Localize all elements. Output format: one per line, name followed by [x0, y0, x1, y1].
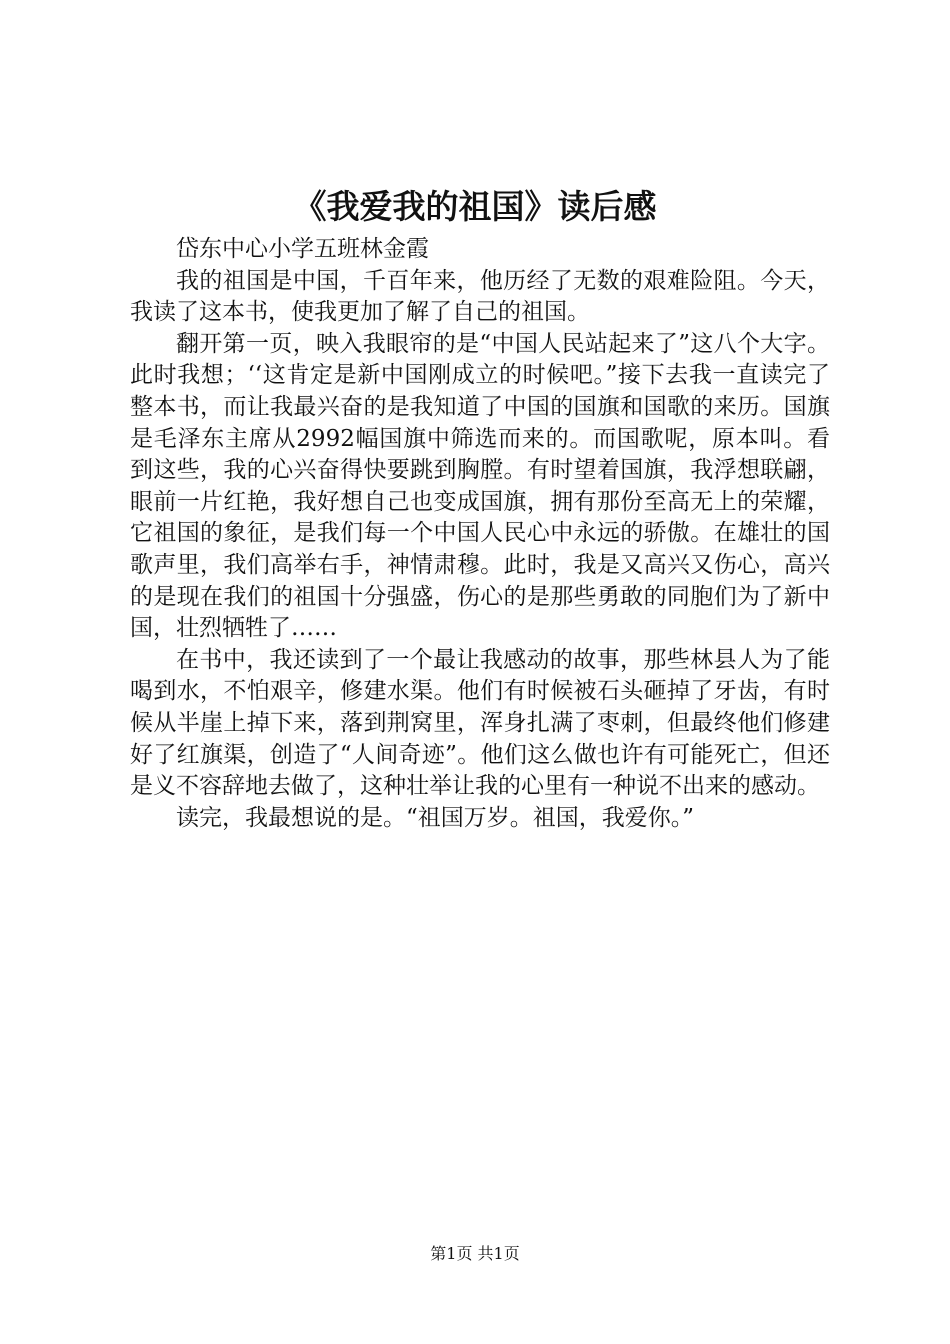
- document-body: [130, 234, 830, 834]
- paragraph-4: 读完，我最想说的是。“祖国万岁。祖国，我爱你。”: [176, 804, 695, 831]
- paragraph-2: 翻开第一页，映入我眼帘的是“中国人民站起来了”这八个大字。此时我想；‘‘这肯定是新中国刚成立的时候吧。”接下去我一直读完了整本书，而让我最兴奋的是我知道了中国的国旗和国歌的来历。国旗是毛泽东主席从2992幅国旗中筛选而来的。而国歌呢，原本叫。看到这些，我的心兴奋得快要跳到胸膛。有时望着国旗，我浮想联翩，眼前一片红艳，我好想自己也变成国旗，拥有那份至高无上的荣耀，它祖国的象征，是我们每一个中国人民心中永远的骄傲。在雄壮的国歌声里，我们高举右手，神情肃穆。此时，我是又高兴又伤心，高兴的是现在我们的祖国十分强盛，伤心的是那些勇敢的同胞们为了新中国，壮烈牺牲了……: [130, 330, 830, 642]
- author-line: 岱东中心小学五班林金霞: [176, 236, 429, 262]
- paragraph-3: 在书中，我还读到了一个最让我感动的故事，那些林县人为了能喝到水，不怕艰辛，修建水渠。他们有时候被石头砸掉了牙齿，有时候从半崖上掉下来，落到荆窝里，浑身扎满了枣刺，但最终他们修建好了红旗渠，创造了“人间奇迹”。他们这么做也许有可能死亡，但还是义不容辞地去做了，这种壮举让我的心里有一种说不出来的感动。: [130, 646, 830, 800]
- document-title: 《我爱我的祖国》读后感: [293, 187, 657, 226]
- paragraph-1: 我的祖国是中国，千百年来，他历经了无数的艰难险阻。今天，我读了这本书，使我更加了解了自己的祖国。: [130, 267, 830, 326]
- page-footer: 第1页 共1页: [430, 1244, 520, 1263]
